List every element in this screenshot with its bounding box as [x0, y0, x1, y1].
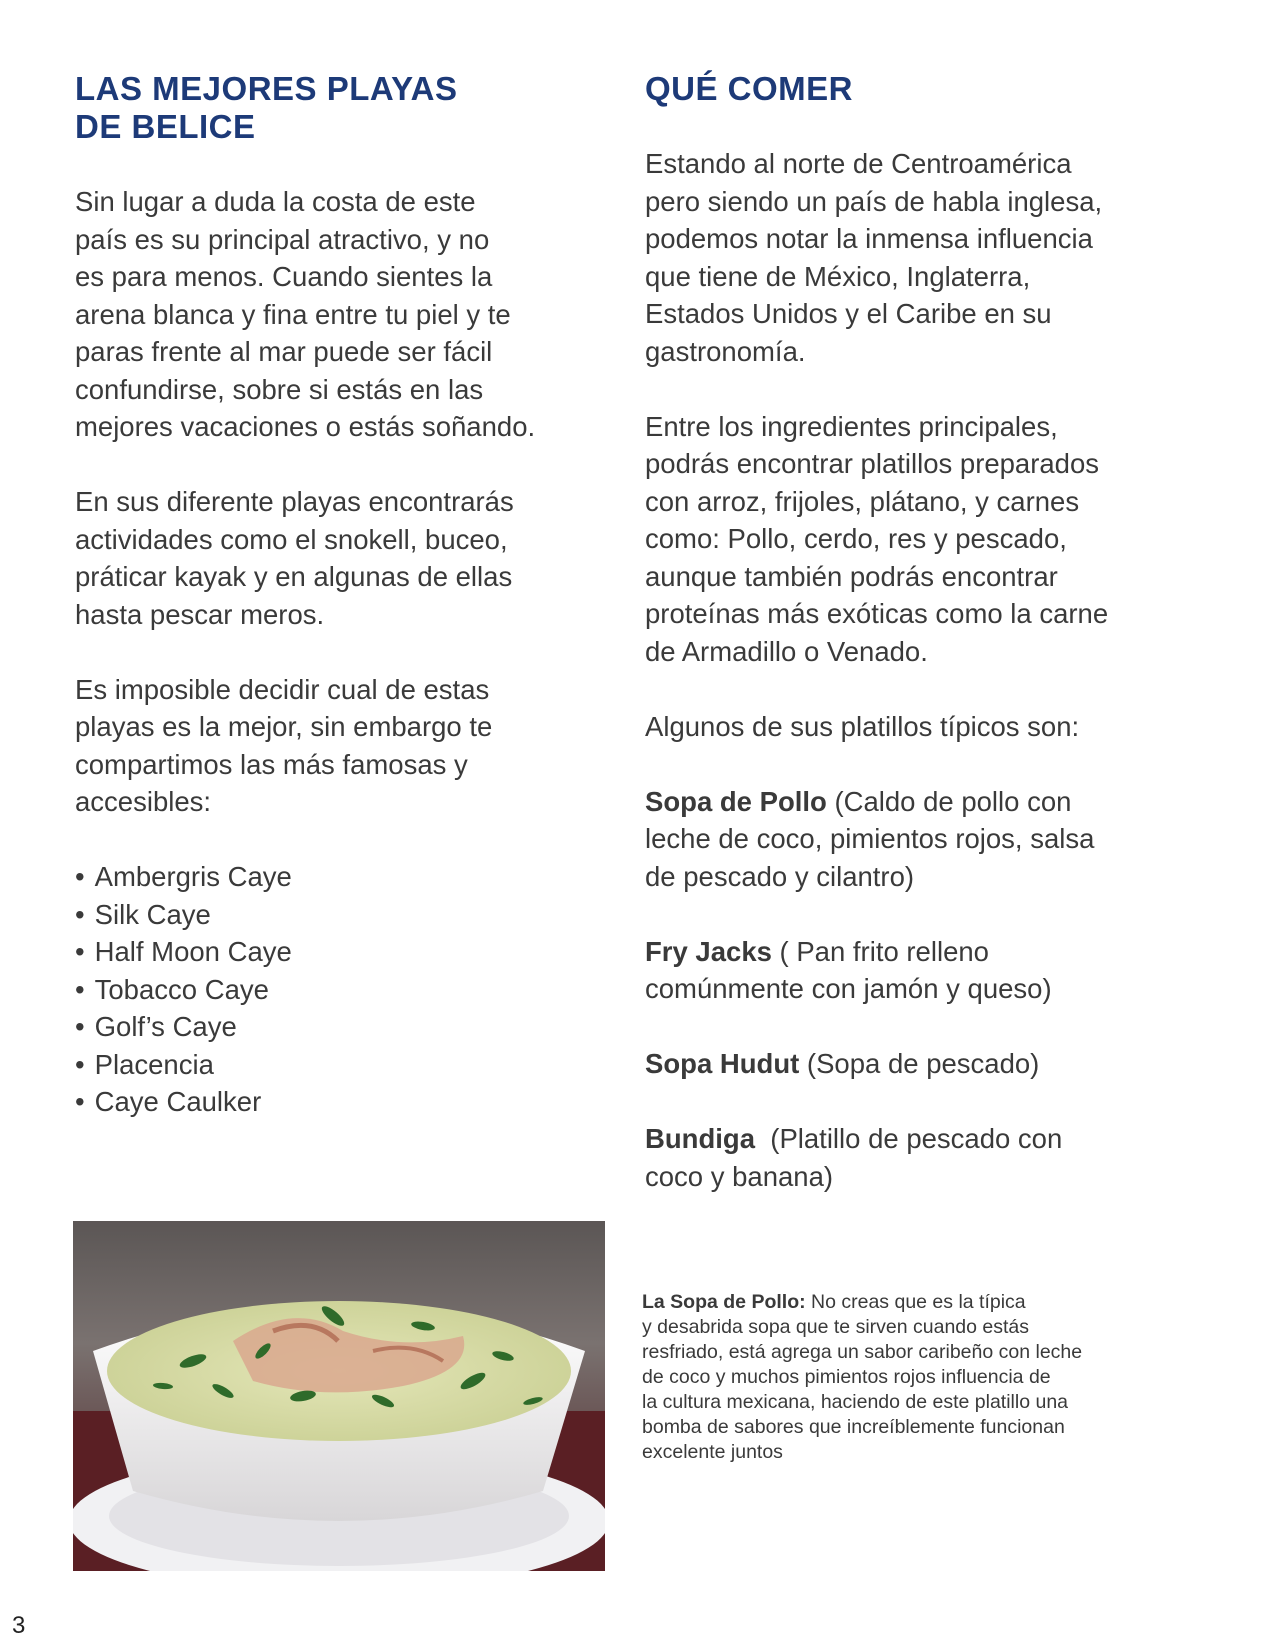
- text-line: aunque también podrás encontrar: [645, 560, 1058, 592]
- text-line: Estados Unidos y el Caribe en su: [645, 298, 1052, 329]
- heading-line: LAS MEJORES PLAYAS: [75, 70, 458, 107]
- soup-bowl-image: [73, 1221, 605, 1571]
- right-column: [645, 70, 1205, 1195]
- text-line: Es imposible decidir cual de estas: [75, 673, 490, 705]
- paragraph: [75, 671, 615, 821]
- dish-item: [645, 1120, 1205, 1195]
- caption-line: bomba de sabores que increíblemente funcionan: [642, 1416, 1065, 1438]
- text-line: mejores vacaciones o estás soñando.: [75, 411, 536, 442]
- dish-description: (Caldo de pollo con: [826, 785, 1072, 817]
- dish-description: (Sopa de pescado): [799, 1048, 1040, 1079]
- page-number: 3: [12, 1612, 26, 1639]
- text-line: hasta pescar meros.: [75, 598, 325, 630]
- text-line: Sin lugar a duda la costa de este: [75, 186, 476, 217]
- beaches-text: [75, 183, 615, 821]
- beaches-heading: [75, 70, 615, 146]
- caption-line: resfriado, está agrega un sabor caribeño con leche: [642, 1341, 1083, 1363]
- beach-item: • Half Moon Caye: [75, 933, 615, 971]
- text-line: con arroz, frijoles, plátano, y carnes: [645, 485, 1080, 517]
- dish-name: Fry Jacks: [645, 935, 772, 967]
- text-line: arena blanca y fina entre tu piel y te: [75, 298, 511, 330]
- text-line: actividades como el snokell, buceo,: [75, 523, 508, 555]
- photo-caption: [642, 1290, 1172, 1465]
- paragraph: [75, 483, 615, 633]
- caption-line: y desabrida sopa que te sirven cuando estás: [642, 1316, 1030, 1338]
- dish-description-line: comúnmente con jamón y queso): [645, 973, 1052, 1004]
- dish-first-line: [645, 1045, 1205, 1083]
- text-line: confundirse, sobre si estás en las: [75, 373, 484, 405]
- text-line: que tiene de México, Inglaterra,: [645, 260, 1031, 292]
- dish-first-line: [645, 1120, 1205, 1158]
- text-line: país es su principal atractivo, y no: [75, 223, 490, 255]
- dish-description-line: de pescado y cilantro): [645, 860, 915, 892]
- text-line: de Armadillo o Venado.: [645, 635, 928, 667]
- text-line: playas es la mejor, sin embargo te: [75, 711, 493, 742]
- dish-name: Sopa Hudut: [645, 1048, 800, 1079]
- left-column: [75, 70, 615, 1121]
- beach-item: • Tobacco Caye: [75, 971, 615, 1009]
- text-line: práticar kayak y en algunas de ellas: [75, 561, 513, 592]
- dish-first-line: [645, 933, 1205, 971]
- text-line: accesibles:: [75, 786, 212, 817]
- dish-item: [645, 1045, 1205, 1083]
- heading-line: DE BELICE: [75, 108, 256, 145]
- paragraph: [75, 183, 615, 446]
- beach-item: • Caye Caulker: [75, 1083, 615, 1121]
- dish-first-line: [645, 783, 1205, 821]
- dish-list: [645, 745, 1205, 1195]
- dish-item: [645, 783, 1205, 896]
- text-line: podemos notar la inmensa influencia: [645, 223, 1093, 254]
- beach-item: • Placencia: [75, 1046, 615, 1084]
- text-line: compartimos las más famosas y: [75, 748, 468, 780]
- dish-description: (Platillo de pescado con: [755, 1123, 1063, 1154]
- dish-name: Sopa de Pollo: [645, 785, 827, 817]
- beach-list: [75, 858, 615, 1121]
- text-line: paras frente al mar puede ser fácil: [75, 336, 493, 367]
- caption-line: de coco y muchos pimientos rojos influencia de: [642, 1366, 1051, 1388]
- text-line: como: Pollo, cerdo, res y pescado,: [645, 523, 1067, 554]
- text-line: gastronomía.: [645, 335, 806, 367]
- text-line: podrás encontrar platillos preparados: [645, 448, 1100, 479]
- food-heading: QUÉ COMER: [645, 70, 854, 107]
- dish-description: ( Pan frito relleno: [771, 935, 989, 967]
- soup-photo: [73, 1221, 605, 1571]
- beach-item: • Ambergris Caye: [75, 858, 615, 896]
- beach-item: • Golf’s Caye: [75, 1008, 615, 1046]
- dish-description-line: leche de coco, pimientos rojos, salsa: [645, 823, 1095, 854]
- paragraph: [645, 408, 1205, 671]
- caption-text: No creas que es la típica: [805, 1291, 1026, 1313]
- beach-item: • Silk Caye: [75, 896, 615, 934]
- text-line: Estando al norte de Centroamérica: [645, 148, 1072, 179]
- dish-description-line: coco y banana): [645, 1160, 834, 1192]
- text-line: proteínas más exóticas como la carne: [645, 598, 1109, 629]
- caption-line: la cultura mexicana, haciendo de este platillo una: [642, 1391, 1069, 1413]
- text-line: pero siendo un país de habla inglesa,: [645, 185, 1103, 217]
- text-line: Entre los ingredientes principales,: [645, 410, 1058, 442]
- text-line: es para menos. Cuando sientes la: [75, 261, 493, 292]
- paragraph: [645, 708, 1205, 746]
- paragraph: [645, 145, 1205, 370]
- food-text: [645, 145, 1205, 745]
- caption-title: La Sopa de Pollo:: [642, 1291, 806, 1313]
- text-line: Algunos de sus platillos típicos son:: [645, 710, 1080, 742]
- caption-line: excelente juntos: [642, 1441, 783, 1463]
- text-line: En sus diferente playas encontrarás: [75, 486, 514, 517]
- dish-name: Bundiga: [645, 1123, 755, 1154]
- dish-item: [645, 933, 1205, 1008]
